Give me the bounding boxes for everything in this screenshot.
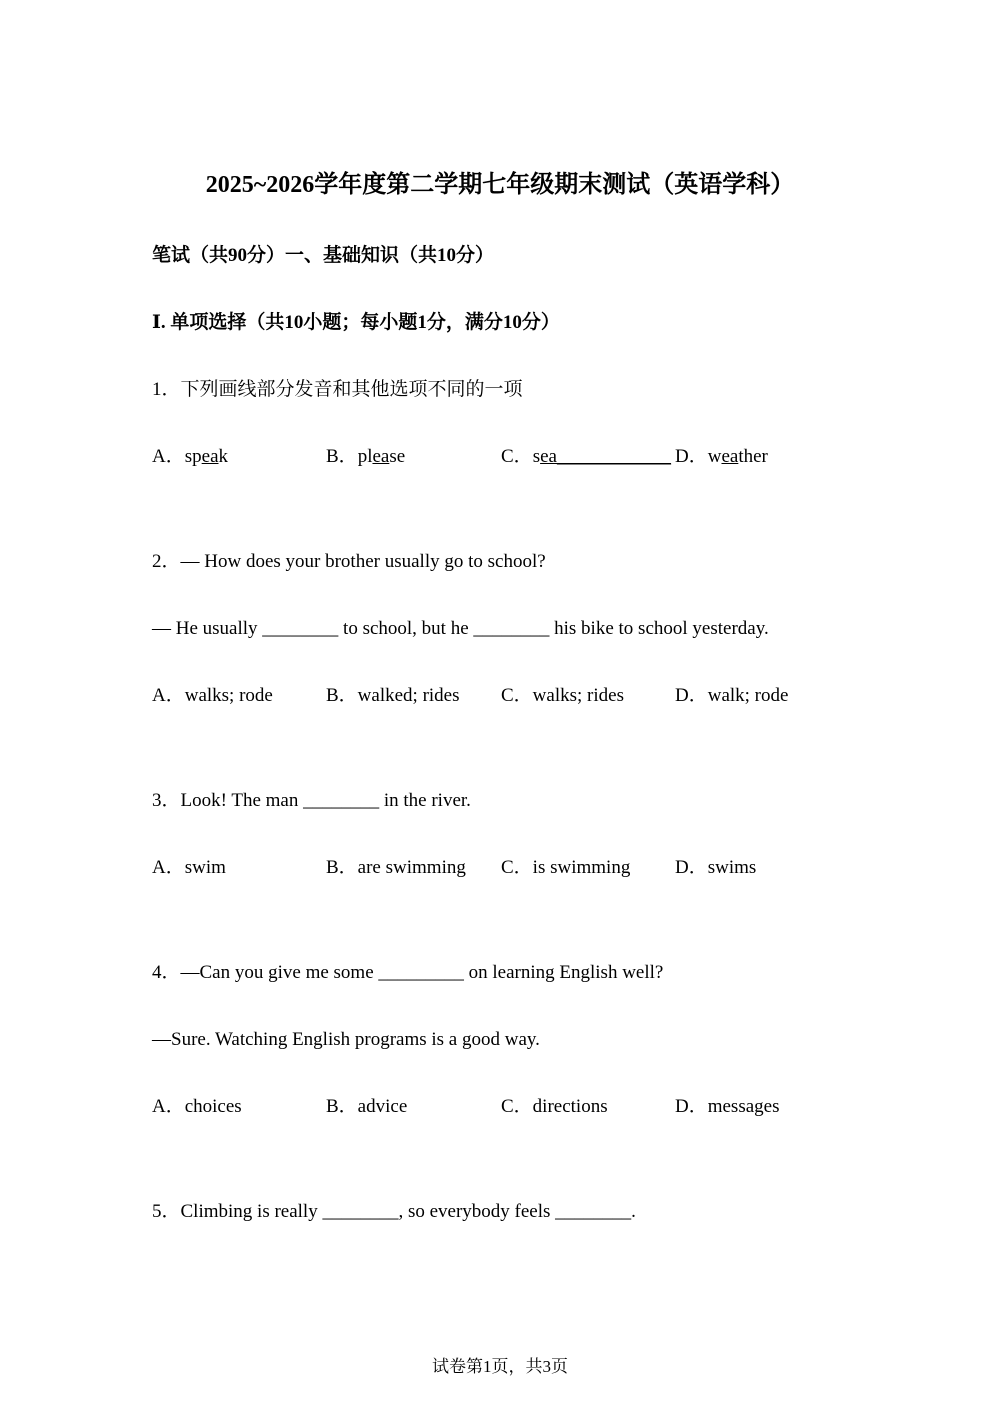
underlined-letters: ea bbox=[372, 446, 390, 467]
question-3-options bbox=[152, 856, 852, 880]
option-label: D． bbox=[675, 446, 708, 467]
question-2-options bbox=[152, 684, 852, 708]
question-4-option-b: B．advice bbox=[326, 1096, 408, 1117]
subsection-header: Ⅰ. 单项选择（共10小题；每小题1分，满分10分） bbox=[152, 312, 560, 333]
question-3-option-b: B．are swimming bbox=[326, 857, 466, 878]
question-4-line-2: —Sure. Watching English programs is a good way. bbox=[152, 1029, 540, 1050]
option-text: se bbox=[389, 446, 406, 467]
question-2-option-d: D．walk; rode bbox=[675, 685, 789, 706]
underlined-letters: ea____________ bbox=[540, 446, 671, 467]
question-4-stem: 4．—Can you give me some _________ on learning English well? bbox=[152, 962, 664, 983]
question-1-option-c bbox=[501, 445, 671, 469]
question-1-options bbox=[152, 445, 852, 469]
question-1-option-b bbox=[326, 445, 405, 469]
question-1-option-a bbox=[152, 445, 228, 469]
option-label: B． bbox=[326, 446, 358, 467]
page-footer: 试卷第1页，共3页 bbox=[432, 1357, 568, 1376]
question-2-option-b: B．walked; rides bbox=[326, 685, 460, 706]
option-text: sp bbox=[184, 446, 202, 467]
exam-title: 2025~2026学年度第二学期七年级期末测试（英语学科） bbox=[205, 172, 795, 198]
option-text: ther bbox=[738, 446, 768, 467]
question-2-option-a: A．walks; rode bbox=[152, 685, 273, 706]
question-3-option-c: C．is swimming bbox=[501, 857, 631, 878]
option-label: A． bbox=[152, 446, 185, 467]
question-3-option-a: A．swim bbox=[152, 857, 226, 878]
option-label: C． bbox=[501, 446, 533, 467]
section-header: 笔试（共90分）一、基础知识（共10分） bbox=[152, 245, 495, 266]
question-4-option-d: D．messages bbox=[675, 1096, 780, 1117]
option-text: s bbox=[532, 446, 541, 467]
question-2-line-2: — He usually ________ to school, but he ________ his bike to school yesterday. bbox=[152, 618, 769, 639]
option-text: w bbox=[707, 446, 722, 467]
underlined-letters: ea bbox=[721, 446, 739, 467]
question-4-option-c: C．directions bbox=[501, 1096, 608, 1117]
option-text: k bbox=[218, 446, 229, 467]
question-4-option-a: A．choices bbox=[152, 1096, 242, 1117]
question-1-stem: 1．下列画线部分发音和其他选项不同的一项 bbox=[152, 379, 523, 400]
option-text: pl bbox=[357, 446, 373, 467]
question-3-option-d: D．swims bbox=[675, 857, 757, 878]
question-2-option-c: C．walks; rides bbox=[501, 685, 624, 706]
question-5-stem: 5．Climbing is really ________, so everybody feels ________. bbox=[152, 1201, 636, 1222]
question-1-option-d bbox=[675, 445, 768, 469]
question-2-stem: 2．— How does your brother usually go to school? bbox=[152, 551, 546, 572]
underlined-letters: ea bbox=[201, 446, 219, 467]
question-3-stem: 3．Look! The man ________ in the river. bbox=[152, 790, 471, 811]
question-4-options bbox=[152, 1095, 852, 1119]
